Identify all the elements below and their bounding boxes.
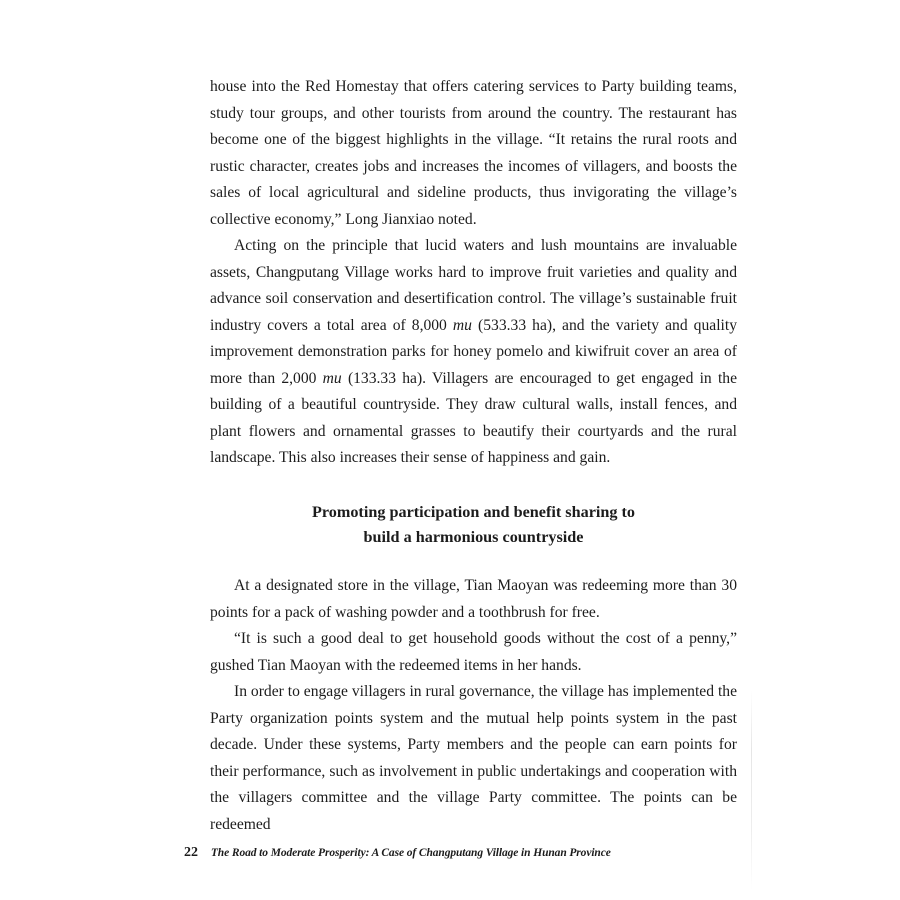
paragraph-text: Acting on the principle that lucid waters and lush mountains are invaluable assets, Changputang Village works hard to improve fruit varieties and quality and advance soil conservation and desertification control. The village’s sustainable fruit industry covers a total area of 8,000 — [210, 237, 737, 334]
paragraph-text: (533.33 ha), and the variety and quality improvement demonstration parks for honey pomelo and kiwifruit cover an area of more than 2,000 — [210, 316, 737, 387]
paragraph-text: In order to engage villagers in rural governance, the village has implemented the Party organization points system and the mutual help points system in the past decade. Under these systems, Party members and the people can earn points for their performance, such as involvement in public undertakings and cooperation with the villagers committee and the village Party committee. The points can be redeemed — [210, 683, 737, 833]
section-heading-line-1: Promoting participation and benefit sharing to — [311, 503, 635, 521]
section-heading — [210, 500, 737, 550]
paragraph-continued — [210, 74, 737, 233]
italic-unit: mu — [322, 369, 342, 387]
paragraph-text: “It is such a good deal to get household goods without the cost of a penny,” gushed Tian Maoyan with the redeemed items in her hands. — [210, 630, 737, 674]
paragraph-text: (133.33 ha). Villagers are encouraged to get engaged in the building of a beautiful countryside. They draw cultural walls, install fences, and plant flowers and ornamental grasses to beautify their courtyards and the rural landscape. This also increases their sense of happiness and gain. — [210, 369, 737, 466]
paragraph-fruit-industry — [210, 233, 737, 472]
page-footer — [184, 845, 744, 861]
paragraph-quote — [210, 626, 737, 679]
body-text-bottom — [210, 573, 737, 838]
section-heading-line-2: build a harmonious countryside — [363, 528, 584, 546]
body-text-top — [210, 74, 737, 472]
paragraph-store — [210, 573, 737, 626]
paragraph-text: At a designated store in the village, Tian Maoyan was redeeming more than 30 points for a pack of washing powder and a toothbrush for free. — [210, 577, 737, 621]
page-number: 22 — [184, 845, 198, 860]
italic-unit: mu — [452, 316, 472, 334]
scan-edge-line — [751, 690, 752, 890]
paragraph-text: house into the Red Homestay that offers catering services to Party building teams, study tour groups, and other tourists from around the country. The restaurant has become one of the biggest highlights in the village. “It retains the rural roots and rustic character, creates jobs and increases the incomes of villagers, and boosts the sales of local agricultural and sideline products, thus invigorating the village’s collective economy,” Long Jianxiao noted. — [210, 78, 737, 228]
paragraph-points-system — [210, 679, 737, 838]
running-title: The Road to Moderate Prosperity: A Case of Changputang Village in Hunan Province — [210, 847, 611, 859]
